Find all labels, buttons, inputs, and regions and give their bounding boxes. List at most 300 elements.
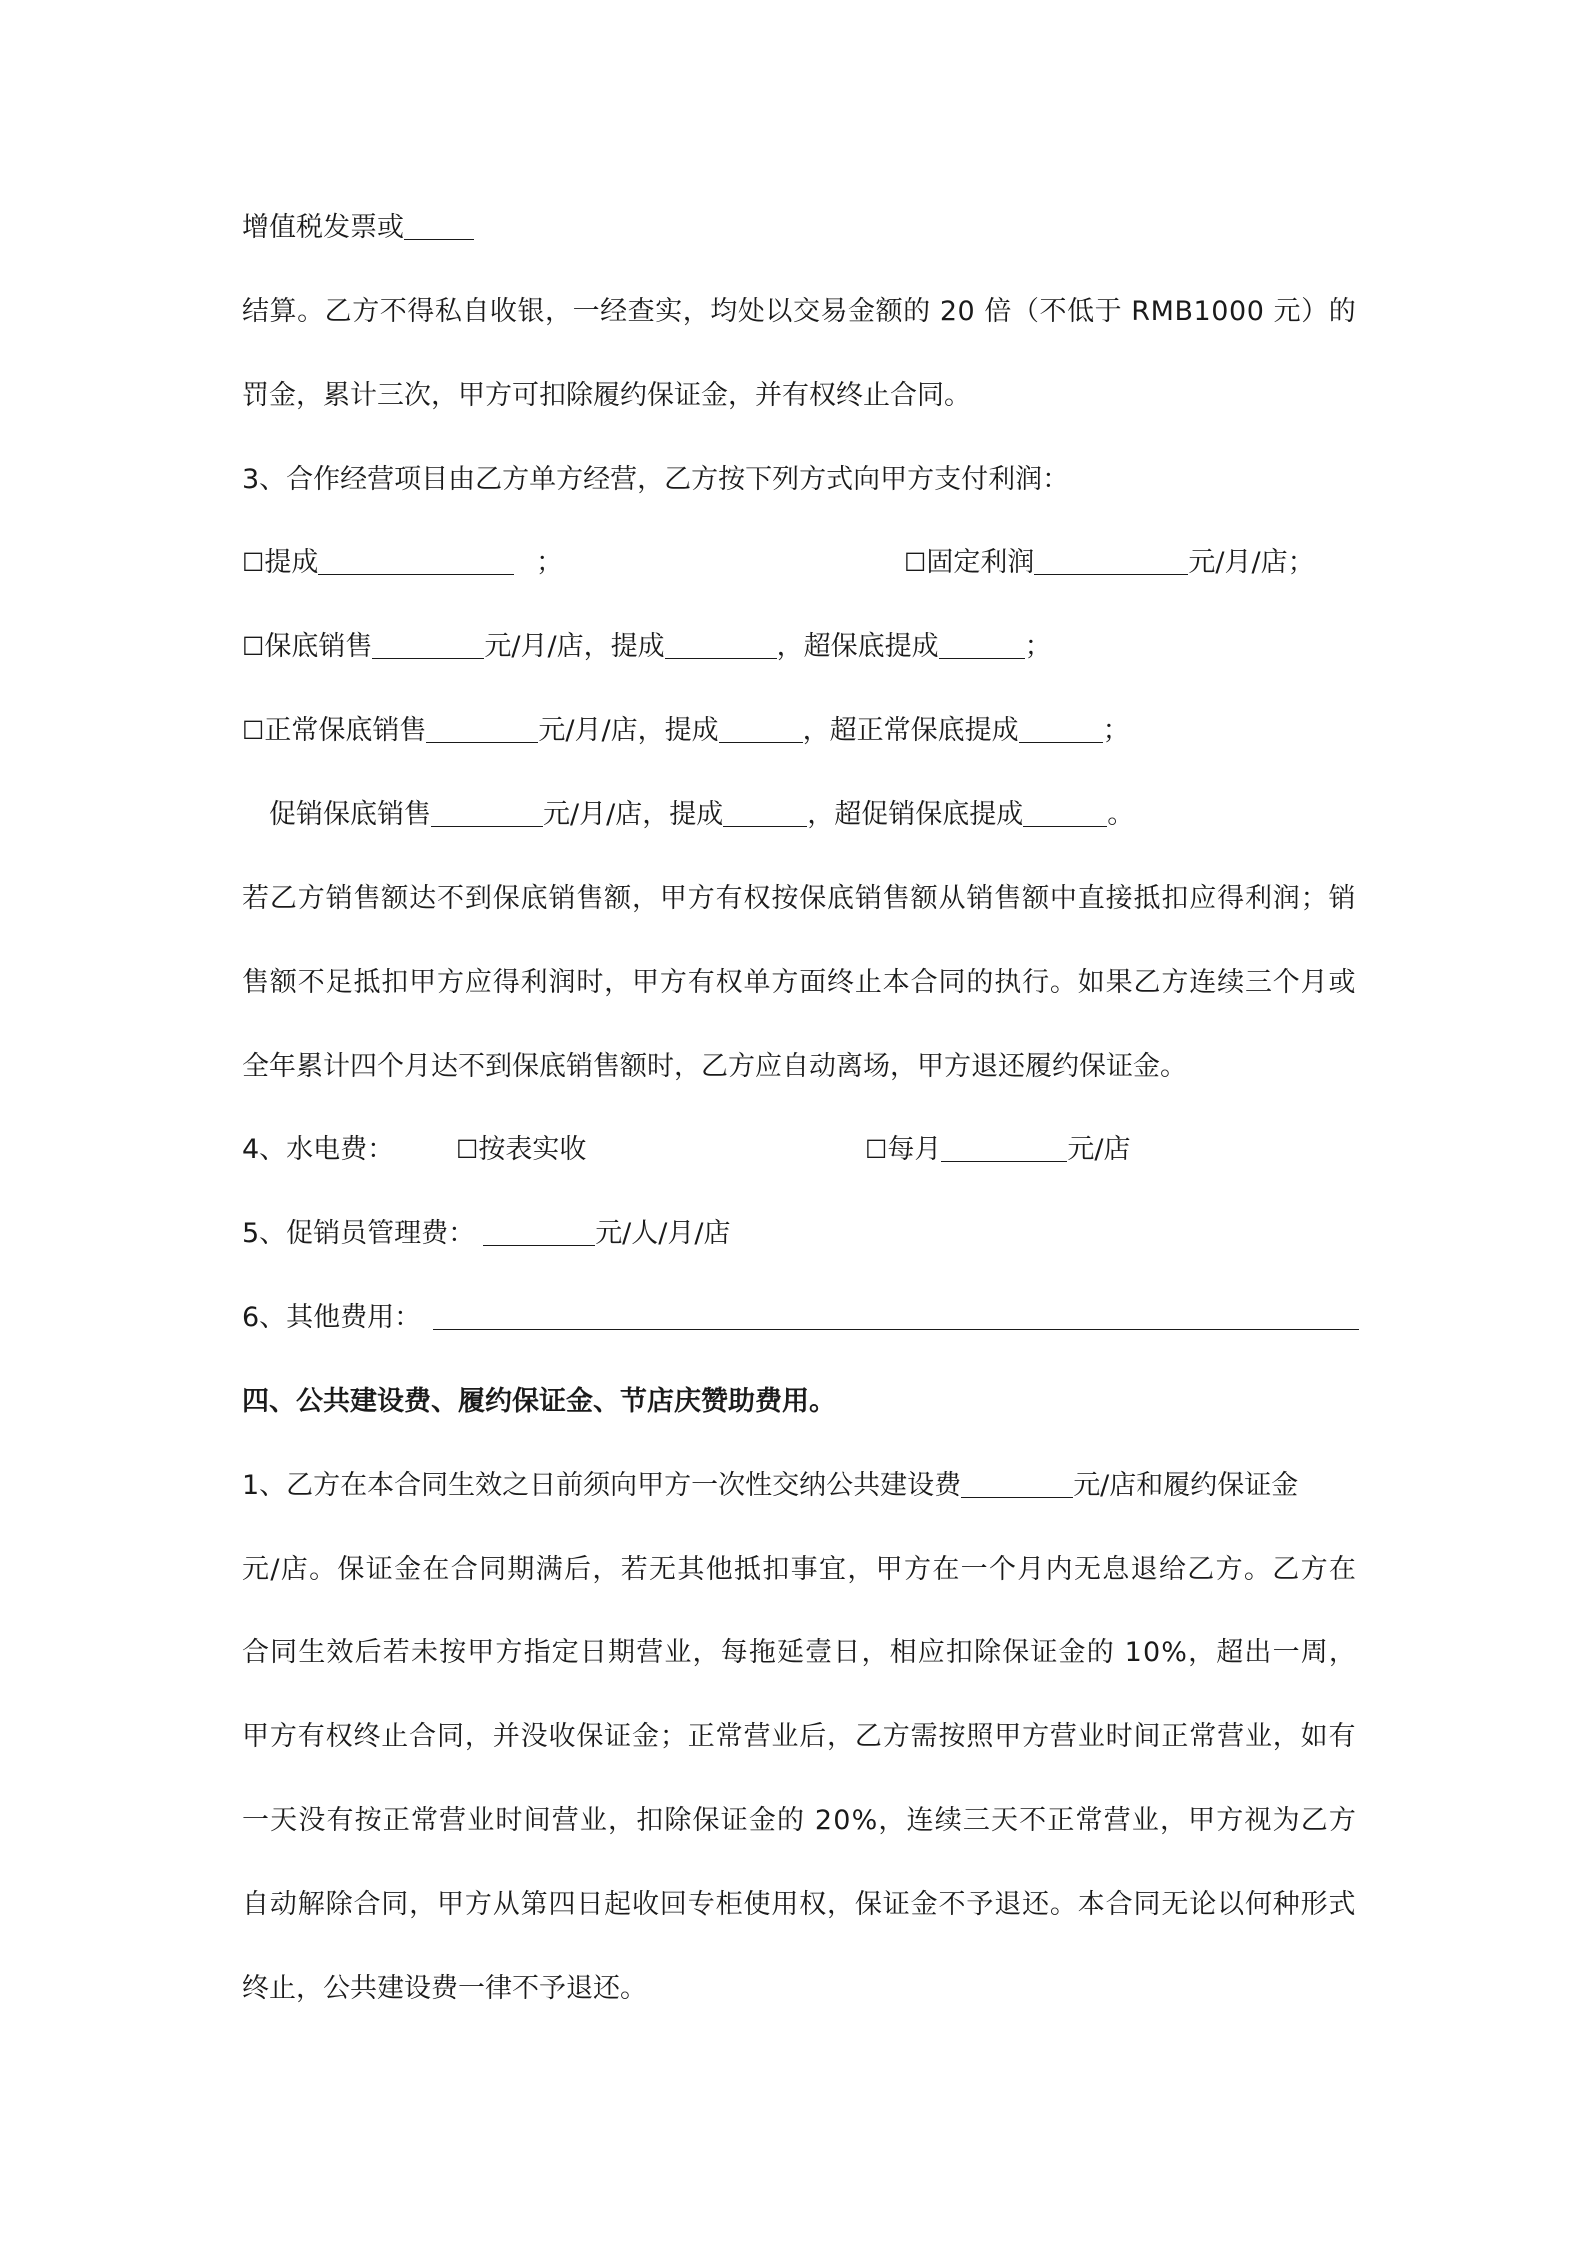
- text-char: 保: [337, 1554, 365, 1585]
- text-char: 保: [799, 883, 827, 914]
- text-char: 回: [659, 1889, 687, 1920]
- text-char: 他: [705, 1554, 733, 1585]
- text-char: 事: [790, 1554, 818, 1585]
- text-char: 从: [492, 1889, 520, 1920]
- text: 1、乙方在本合同生效之日前须向甲方一次性交纳公共建设费: [242, 1470, 962, 1501]
- text: 元/月/店，提成: [484, 631, 665, 662]
- text-char: 实: [655, 296, 683, 327]
- text-char: 营: [439, 1805, 467, 1836]
- text-char: ，: [1159, 1805, 1187, 1836]
- text-char: 一: [1272, 1637, 1300, 1668]
- text-char: 2: [814, 1805, 833, 1836]
- fill-blank[interactable]: [1019, 712, 1103, 743]
- text-char: 时: [576, 967, 604, 998]
- text-char: ，: [861, 1637, 889, 1668]
- text-char: 权: [715, 967, 743, 998]
- text: 元/店和履约保证金: [1073, 1470, 1299, 1501]
- text-char: 三: [962, 1805, 990, 1836]
- text-char: 甲: [632, 967, 660, 998]
- text-char: 扣: [381, 967, 409, 998]
- text-char: 应: [464, 967, 492, 998]
- text-char: 甲: [875, 1554, 903, 1585]
- text-char: 营: [743, 1721, 771, 1752]
- text-char: 月: [1300, 967, 1328, 998]
- text-char: 期: [507, 1554, 535, 1585]
- option-label: 固定利润: [926, 547, 1035, 578]
- text-char: 中: [1049, 883, 1077, 914]
- justified-line: [242, 961, 1356, 1005]
- text-char: 一: [572, 296, 600, 327]
- text-char: ）: [1301, 296, 1329, 327]
- text-char: ，: [692, 1637, 720, 1668]
- text: 元/月/店，提成: [543, 799, 724, 830]
- text-char: 低: [1067, 296, 1095, 327]
- text-char: 于: [1094, 296, 1122, 327]
- text-char: 收: [489, 296, 517, 327]
- option-label: 提成: [264, 547, 319, 578]
- text-char: 正: [687, 1721, 715, 1752]
- text-char: [931, 290, 940, 334]
- text-char: 不: [1019, 1805, 1047, 1836]
- text-char: 收: [632, 1889, 660, 1920]
- text-char: 方: [1215, 1554, 1243, 1585]
- text-char: 1: [1193, 296, 1211, 327]
- text-char: 销: [854, 883, 882, 914]
- fill-blank[interactable]: [939, 628, 1025, 659]
- text-char: 元: [242, 1554, 269, 1585]
- text-char: 的: [966, 967, 994, 998]
- text-char: 常: [1189, 1721, 1217, 1752]
- text-char: 甲: [659, 883, 687, 914]
- text-char: 宜: [819, 1554, 846, 1585]
- justified-line: [242, 1548, 1356, 1592]
- text-char: 自: [462, 296, 490, 327]
- fill-blank[interactable]: [1023, 796, 1107, 827]
- text-char: ，: [632, 883, 660, 914]
- text-char: 乙: [269, 883, 297, 914]
- text-char: （: [1011, 296, 1039, 327]
- text-char: 利: [520, 967, 548, 998]
- text-char: 月: [1017, 1554, 1045, 1585]
- item-row: [242, 1212, 1356, 1256]
- text-char: 乙: [854, 1721, 882, 1752]
- fill-blank[interactable]: [404, 209, 474, 240]
- text-char: 若: [620, 1554, 648, 1585]
- text-line: 罚金，累计三次，甲方可扣除履约保证金，并有权终止合同。: [242, 380, 971, 411]
- option-row: [242, 625, 1356, 669]
- option-label: 每月: [887, 1134, 942, 1165]
- text-char: 金: [848, 296, 876, 327]
- text-char: 甲: [242, 1721, 269, 1752]
- text-char: 售: [353, 883, 381, 914]
- text-char: 不: [437, 883, 465, 914]
- text-char: 天: [270, 1805, 298, 1836]
- text-char: 后: [564, 1554, 592, 1585]
- text-char: 间: [1133, 1721, 1161, 1752]
- text-char: ，: [682, 296, 710, 327]
- justified-line: [242, 1631, 1356, 1675]
- text-char: 0: [957, 296, 975, 327]
- text-char: 没: [520, 1721, 548, 1752]
- text-char: 日: [576, 1889, 604, 1920]
- text-char: 照: [966, 1721, 994, 1752]
- fill-blank[interactable]: [318, 544, 514, 575]
- text-char: 得: [1217, 883, 1245, 914]
- text-char: 予: [966, 1889, 994, 1920]
- text-char: 甲: [437, 1889, 465, 1920]
- text-char: 扣: [636, 1805, 664, 1836]
- text-char: 式: [1328, 1889, 1356, 1920]
- text-char: 扣: [1161, 883, 1189, 914]
- text-char: 抵: [1133, 883, 1161, 914]
- fill-blank[interactable]: [961, 1467, 1073, 1498]
- checkbox-icon[interactable]: ☐: [904, 548, 927, 577]
- text-char: 指: [523, 1637, 551, 1668]
- text-char: 日: [833, 1637, 861, 1668]
- text-char: 出: [1244, 1637, 1272, 1668]
- fill-blank[interactable]: [372, 628, 484, 659]
- text-char: 除: [664, 1805, 692, 1836]
- text-char: ，: [1272, 1721, 1300, 1752]
- text-char: ，: [608, 1805, 636, 1836]
- option-row: [242, 793, 1356, 837]
- text: 元/月/店，提成: [538, 715, 719, 746]
- text-char: 底: [827, 883, 855, 914]
- text-char: 业: [664, 1637, 692, 1668]
- text-char: 从: [938, 883, 966, 914]
- text-char: 权: [799, 1889, 827, 1920]
- text-char: 每: [720, 1637, 748, 1668]
- text-char: [1115, 1631, 1124, 1675]
- text-char: 一: [960, 1554, 988, 1585]
- text-char: 一: [242, 1805, 269, 1836]
- justified-line: [242, 290, 1356, 334]
- text-char: 售: [576, 883, 604, 914]
- text-char: 售: [882, 883, 910, 914]
- text-char: %: [1161, 1637, 1187, 1668]
- text-char: 保: [576, 1721, 604, 1752]
- text-char: 扣: [945, 1637, 973, 1668]
- unit-text: 元/月/店；: [1188, 547, 1315, 578]
- fill-blank[interactable]: [426, 712, 538, 743]
- text-char: 常: [1075, 1805, 1103, 1836]
- text-char: 不: [379, 296, 407, 327]
- text-char: 其: [677, 1554, 705, 1585]
- justified-line: [242, 1799, 1356, 1843]
- text-char: 业: [579, 1805, 607, 1836]
- checkbox-icon[interactable]: ☐: [242, 548, 265, 577]
- text-char: 合: [910, 967, 938, 998]
- text-char: 按: [771, 883, 799, 914]
- option-label: 保底销售: [264, 631, 373, 662]
- text-char: 论: [1189, 1889, 1217, 1920]
- text-char: 有: [297, 1721, 325, 1752]
- text-char: 合: [450, 1554, 478, 1585]
- option-row: [242, 1128, 1356, 1172]
- text-char: 本: [1077, 1889, 1105, 1920]
- unit-text: 元/店: [1067, 1134, 1131, 1165]
- text-char: 自: [242, 1889, 269, 1920]
- text-char: ，: [464, 1721, 492, 1752]
- fill-blank[interactable]: [719, 712, 803, 743]
- text-char: 正: [382, 1805, 410, 1836]
- option-label: 按表实收: [478, 1134, 587, 1165]
- text-char: 个: [988, 1554, 1016, 1585]
- text-char: 除: [325, 1889, 353, 1920]
- text-char: 得: [492, 967, 520, 998]
- fill-blank[interactable]: [1034, 544, 1188, 575]
- text-char: 方: [903, 1554, 931, 1585]
- option-row: [242, 541, 1356, 585]
- text-char: 方: [882, 1721, 910, 1752]
- text-char: 保: [854, 1889, 882, 1920]
- section-item: 3、合作经营项目由乙方单方经营，乙方按下列方式向甲方支付利润：: [242, 464, 1070, 495]
- text-char: 的: [776, 1805, 804, 1836]
- text-char: 销: [1328, 883, 1356, 914]
- text-char: 达: [409, 883, 437, 914]
- text-char: 底: [520, 883, 548, 914]
- text-char: 得: [407, 296, 435, 327]
- text-char: 使: [743, 1889, 771, 1920]
- text: 。: [1107, 799, 1135, 830]
- text-char: 同: [381, 1889, 409, 1920]
- text-char: 均: [710, 296, 738, 327]
- text-char: 营: [1103, 1805, 1131, 1836]
- text-char: 形: [1300, 1889, 1328, 1920]
- checkbox-icon[interactable]: ☐: [456, 1135, 479, 1164]
- text-char: 以: [1217, 1889, 1245, 1920]
- text-char: 行: [1022, 967, 1050, 998]
- option-label: 促销保底销售: [269, 799, 431, 830]
- text-char: 正: [1161, 1721, 1189, 1752]
- text-char: 超: [1216, 1637, 1244, 1668]
- text-char: 除: [974, 1637, 1002, 1668]
- text-char: 交: [792, 296, 820, 327]
- text-char: 内: [1045, 1554, 1073, 1585]
- text-char: 额: [269, 967, 297, 998]
- text-char: 若: [242, 883, 269, 914]
- text-char: 店: [280, 1554, 308, 1585]
- text-char: 正: [1047, 1805, 1075, 1836]
- text-char: 营: [636, 1637, 664, 1668]
- text-char: 相: [889, 1637, 917, 1668]
- text-char: 个: [1272, 967, 1300, 998]
- text-char: 或: [1328, 967, 1356, 998]
- text-char: 为: [1272, 1805, 1300, 1836]
- text-char: 续: [934, 1805, 962, 1836]
- text-char: /: [270, 1554, 280, 1585]
- item-label: 4、水电费：: [242, 1134, 395, 1165]
- text-char: 单: [743, 967, 771, 998]
- text-char: 额: [604, 883, 632, 914]
- text-char: 不: [938, 1889, 966, 1920]
- text-char: %: [851, 1805, 878, 1836]
- checkbox-icon[interactable]: ☐: [242, 632, 265, 661]
- text-char: 用: [771, 1889, 799, 1920]
- text-char: 四: [548, 1889, 576, 1920]
- text-char: ，: [827, 1721, 855, 1752]
- text: ；: [1024, 631, 1052, 662]
- text-char: 方: [269, 1721, 297, 1752]
- text-char: 甲: [409, 967, 437, 998]
- text-char: 何: [1244, 1889, 1272, 1920]
- text-char: 乙: [324, 296, 352, 327]
- fill-blank[interactable]: [431, 796, 543, 827]
- text-char: 证: [365, 1554, 393, 1585]
- text-char: 。: [1243, 1554, 1271, 1585]
- text-char: 无: [1073, 1554, 1101, 1585]
- text-char: 到: [464, 883, 492, 914]
- text-char: 方: [1022, 1721, 1050, 1752]
- text-char: 甲: [467, 1637, 495, 1668]
- text-char: 。: [1049, 1889, 1077, 1920]
- text-char: ，: [409, 1889, 437, 1920]
- text-char: 。: [297, 296, 325, 327]
- text-char: 销: [966, 883, 994, 914]
- fill-blank[interactable]: [723, 796, 807, 827]
- text-char: 若: [382, 1637, 410, 1668]
- text-char: 应: [1189, 883, 1217, 914]
- text-char: [975, 290, 984, 334]
- text-char: 时: [495, 1805, 523, 1836]
- justified-line: [242, 877, 1356, 921]
- text-char: 2: [939, 296, 957, 327]
- text-char: 未: [410, 1637, 438, 1668]
- text: ；: [1102, 715, 1130, 746]
- text-char: 同: [938, 967, 966, 998]
- text-char: [1122, 290, 1131, 334]
- text-char: 延: [776, 1637, 804, 1668]
- text-char: 金: [394, 1554, 422, 1585]
- text-char: [1264, 290, 1273, 334]
- text-char: 壹: [805, 1637, 833, 1668]
- text-char: 算: [269, 296, 297, 327]
- text-char: 合: [409, 1721, 437, 1752]
- text-char: 动: [269, 1889, 297, 1920]
- text-char: 合: [353, 1889, 381, 1920]
- text-char: 周: [1300, 1637, 1328, 1668]
- fill-blank[interactable]: [483, 1215, 595, 1246]
- text-char: 定: [551, 1637, 579, 1668]
- text-char: 业: [1077, 1721, 1105, 1752]
- text-char: 满: [535, 1554, 563, 1585]
- text-char: ，: [545, 296, 573, 327]
- fill-blank[interactable]: [941, 1131, 1067, 1162]
- text-char: 利: [1244, 883, 1272, 914]
- text-char: 接: [1105, 883, 1133, 914]
- text-char: B: [1174, 296, 1193, 327]
- text-char: 有: [1328, 1721, 1356, 1752]
- justified-line: [242, 1715, 1356, 1759]
- item-row: [242, 1464, 1356, 1508]
- text-char: 执: [994, 967, 1022, 998]
- text-char: 方: [1328, 1805, 1356, 1836]
- text-char: 0: [1142, 1637, 1161, 1668]
- text-char: 的: [903, 296, 931, 327]
- text-char: 销: [548, 883, 576, 914]
- text-char: 方: [464, 1889, 492, 1920]
- text-char: 同: [1133, 1889, 1161, 1920]
- text-char: 甲: [994, 1721, 1022, 1752]
- text-char: 查: [627, 296, 655, 327]
- text-char: ；: [1300, 883, 1328, 914]
- text-char: 甲: [1188, 1805, 1216, 1836]
- text-char: 面: [799, 967, 827, 998]
- text-char: [805, 1799, 814, 1843]
- text-char: 退: [994, 1889, 1022, 1920]
- item-row: [242, 1296, 1356, 1340]
- text-char: 有: [687, 967, 715, 998]
- text-char: 足: [325, 967, 353, 998]
- text-char: 解: [297, 1889, 325, 1920]
- text-char: 证: [720, 1805, 748, 1836]
- text-char: 直: [1077, 883, 1105, 914]
- text-char: 额: [875, 296, 903, 327]
- text-char: 给: [1158, 1554, 1186, 1585]
- text: ，超保底提成: [776, 631, 939, 662]
- text-char: 业: [467, 1805, 495, 1836]
- text-char: 续: [1217, 967, 1245, 998]
- text-char: ，: [592, 1554, 620, 1585]
- text-char: 0: [1211, 296, 1229, 327]
- text-char: 方: [297, 883, 325, 914]
- text-char: 方: [659, 967, 687, 998]
- text-char: 0: [1246, 296, 1264, 327]
- text-char: 额: [1022, 883, 1050, 914]
- text-char: 经: [600, 296, 628, 327]
- text-char: 专: [687, 1889, 715, 1920]
- text-char: 应: [917, 1637, 945, 1668]
- text-char: 没: [298, 1805, 326, 1836]
- fill-blank[interactable]: [433, 1299, 1359, 1330]
- text-char: M: [1150, 296, 1174, 327]
- text-line: 终止，公共建设费一律不予退还。: [242, 1973, 647, 2004]
- text-char: 。: [309, 1554, 337, 1585]
- text-char: ；: [659, 1721, 687, 1752]
- option-label: 正常保底销售: [264, 715, 427, 746]
- text-char: 扣: [762, 1554, 790, 1585]
- text-char: 润: [548, 967, 576, 998]
- text-char: 连: [1189, 967, 1217, 998]
- text-char: 连: [906, 1805, 934, 1836]
- text-char: 终: [353, 1721, 381, 1752]
- checkbox-icon[interactable]: ☐: [242, 716, 265, 745]
- text-char: 以: [765, 296, 793, 327]
- fill-blank[interactable]: [665, 628, 777, 659]
- text-char: 方: [1216, 1805, 1244, 1836]
- text-char: 方: [771, 967, 799, 998]
- text-char: 期: [608, 1637, 636, 1668]
- text-char: 终: [827, 967, 855, 998]
- text-char: 并: [492, 1721, 520, 1752]
- text-char: 止: [854, 967, 882, 998]
- text-char: ，: [1188, 1637, 1216, 1668]
- item-label: 5、促销员管理费：: [242, 1218, 476, 1249]
- text-char: 结: [242, 296, 269, 327]
- text-char: 常: [715, 1721, 743, 1752]
- text-char: 方: [1300, 1554, 1328, 1585]
- checkbox-icon[interactable]: ☐: [865, 1135, 888, 1164]
- separator: ；: [536, 547, 563, 578]
- text-char: 营: [551, 1805, 579, 1836]
- text: ，超促销保底提成: [807, 799, 1024, 830]
- text-char: 乙: [1300, 1805, 1328, 1836]
- text-char: 权: [325, 1721, 353, 1752]
- text-char: 不: [1039, 296, 1067, 327]
- text-char: 常: [410, 1805, 438, 1836]
- text-char: 金: [748, 1805, 776, 1836]
- text-char: 在: [932, 1554, 960, 1585]
